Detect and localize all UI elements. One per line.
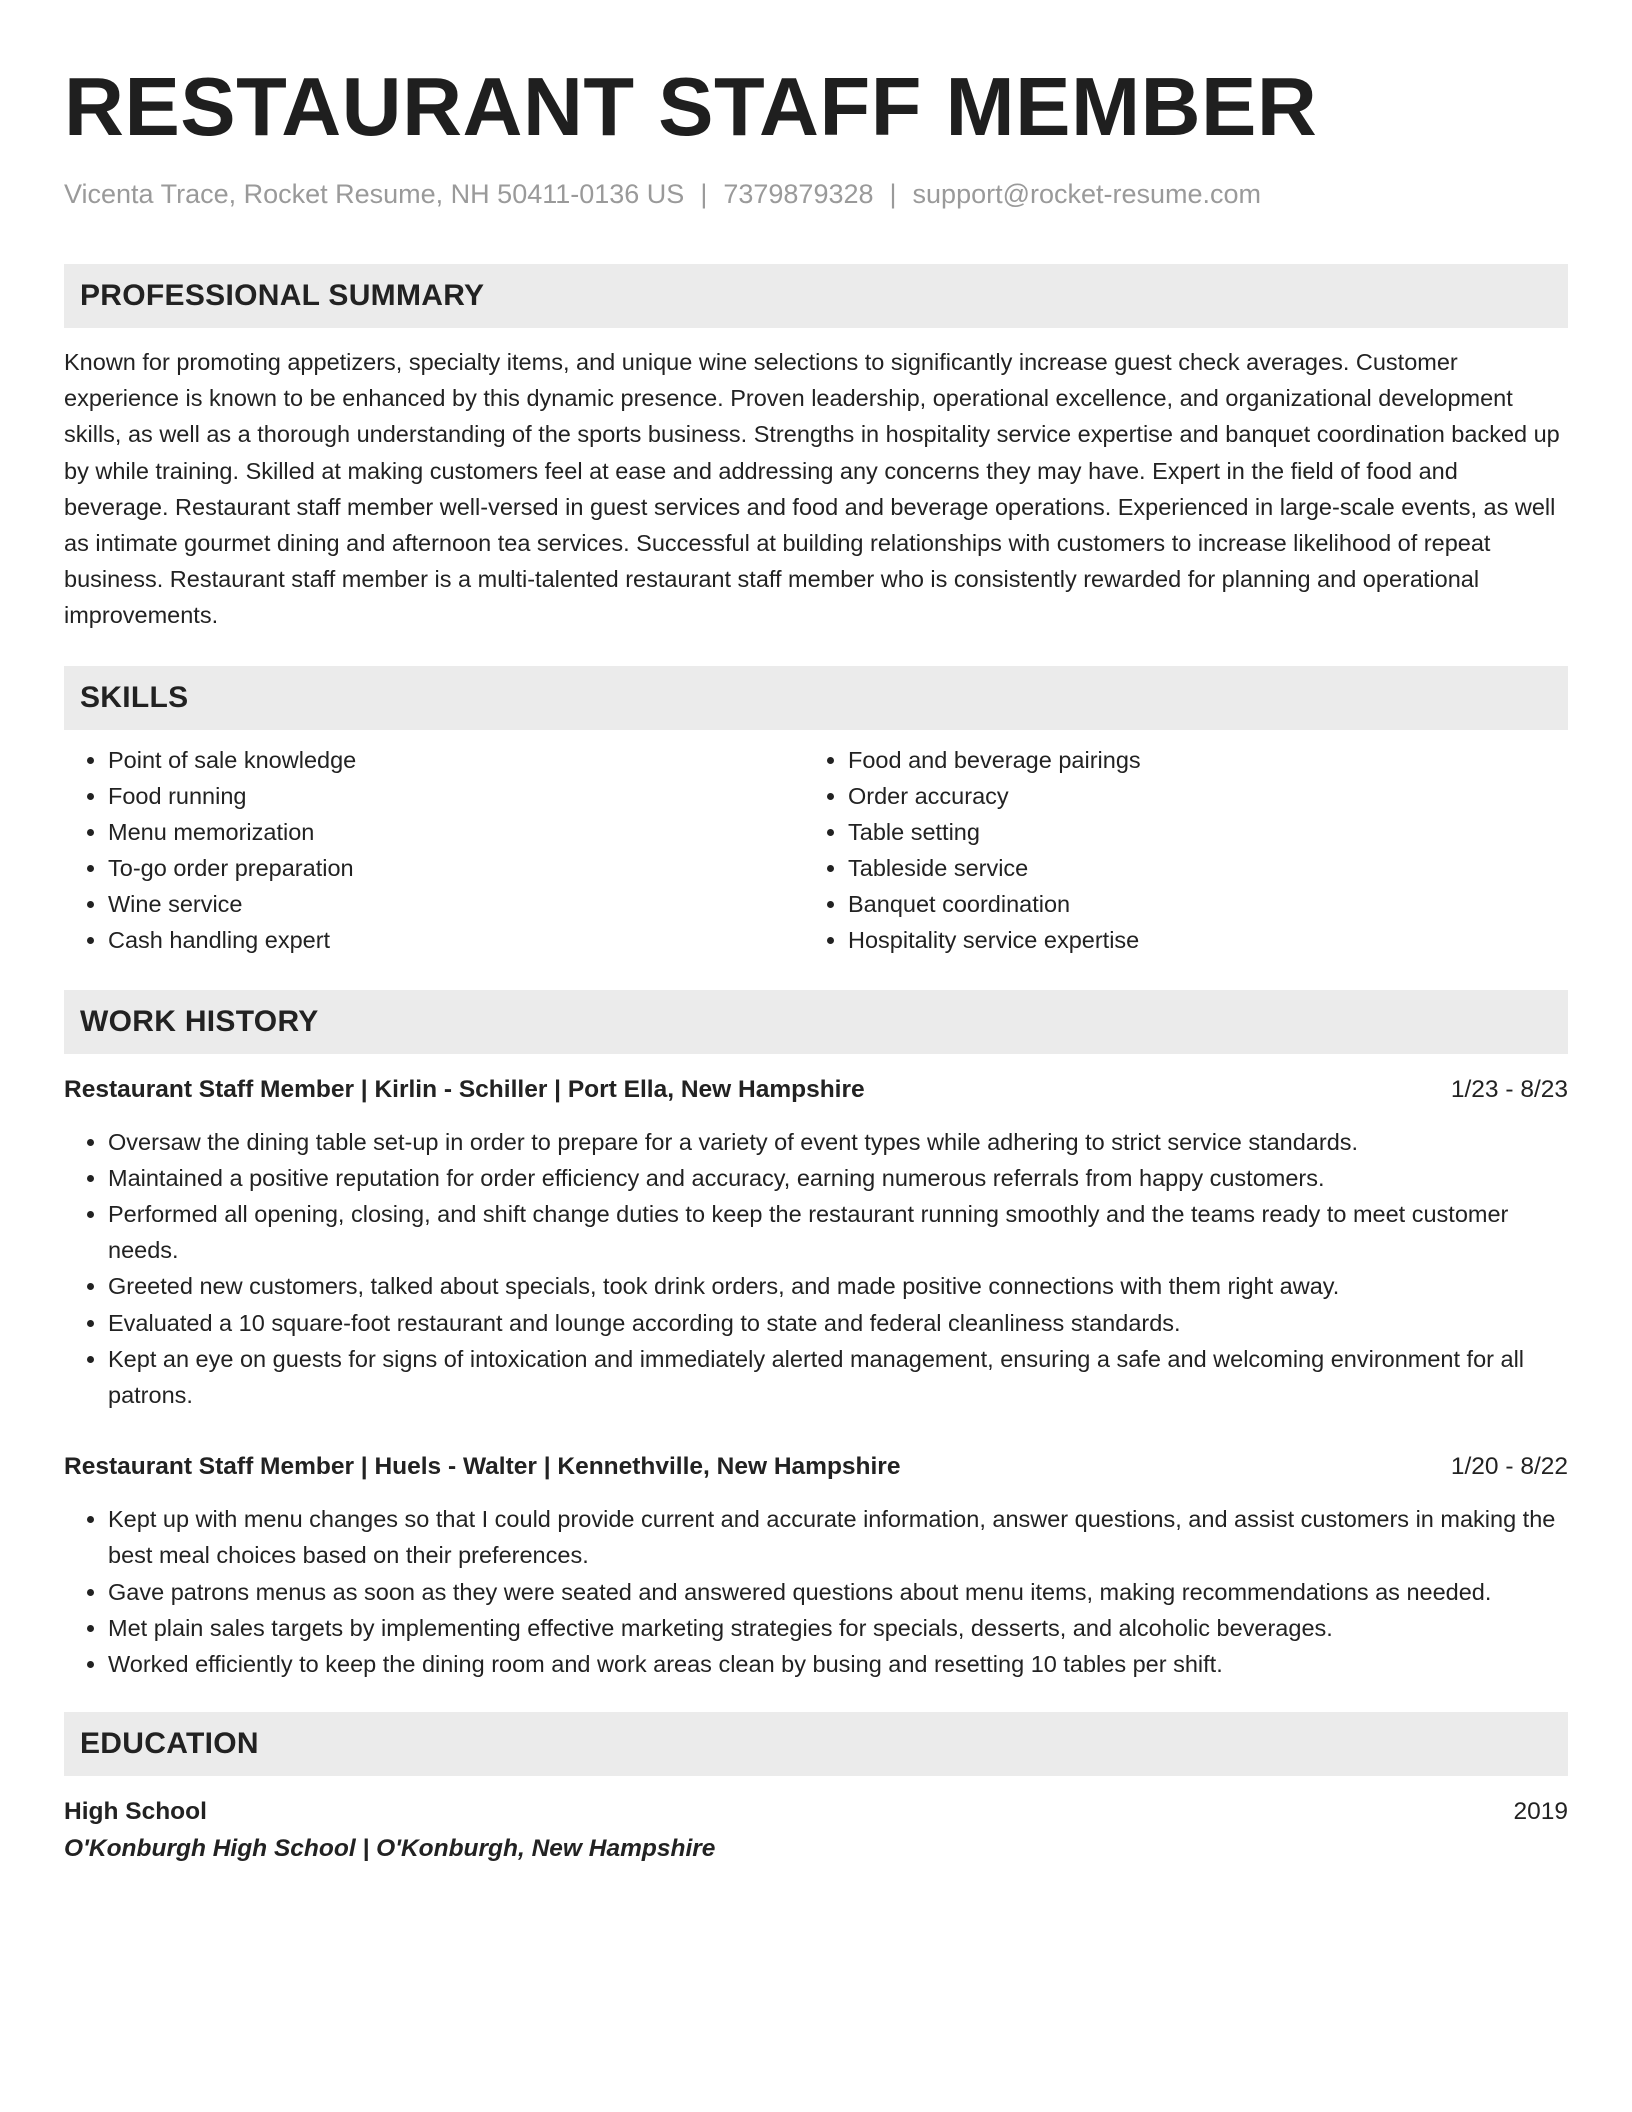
job-bullet: • Maintained a positive reputation for order efficiency and accuracy, earning numerous referrals from happy customers. <box>108 1160 1568 1196</box>
job-header <box>64 1449 1568 1485</box>
job-bullet: • Kept up with menu changes so that I could provide current and accurate information, answer questions, and assist customers in making the best meal choices based on their preferences. <box>108 1501 1568 1573</box>
education-degree: High School <box>64 1798 207 1826</box>
job-bullet: • Kept an eye on guests for signs of intoxication and immediately alerted management, ensuring a safe and welcoming environment for all patrons. <box>108 1341 1568 1413</box>
job-bullets <box>64 1501 1568 1682</box>
skill-item: • Tableside service <box>848 850 1544 886</box>
job-header <box>64 1072 1568 1108</box>
job-bullet: • Met plain sales targets by implementing effective marketing strategies for specials, desserts, and alcoholic beverages. <box>108 1610 1568 1646</box>
resume-title: RESTAURANT STAFF MEMBER <box>64 60 1318 153</box>
job-dates: 1/20 - 8/22 <box>1450 1453 1568 1481</box>
education-school: O'Konburgh High School | O'Konburgh, New Hampshire <box>64 1835 716 1863</box>
skills-column-right <box>804 742 1544 958</box>
contact-separator: | <box>700 179 708 209</box>
skill-item: • Food running <box>108 778 804 814</box>
skill-item: • Wine service <box>108 886 804 922</box>
job-dates: 1/23 - 8/23 <box>1450 1075 1568 1103</box>
job-bullet: • Oversaw the dining table set-up in order to prepare for a variety of event types while adhering to strict service standards. <box>108 1124 1568 1160</box>
skill-item: • Hospitality service expertise <box>848 922 1544 958</box>
skill-item: • Banquet coordination <box>848 886 1544 922</box>
skill-item: • Point of sale knowledge <box>108 742 804 778</box>
job-bullet: • Gave patrons menus as soon as they were seated and answered questions about menu items, making recommendations as needed. <box>108 1574 1568 1610</box>
skill-item: • Menu memorization <box>108 814 804 850</box>
contact-address: Vicenta Trace, Rocket Resume, NH 50411-0136 US <box>64 179 685 209</box>
job-bullet: • Greeted new customers, talked about specials, took drink orders, and made positive connections with them right away. <box>108 1268 1568 1304</box>
job-entry <box>64 1449 1568 1682</box>
job-title: Restaurant Staff Member | Kirlin - Schiller | Port Ella, New Hampshire <box>64 1075 865 1103</box>
contact-line <box>64 176 1568 212</box>
education-heading: EDUCATION <box>64 1712 1568 1776</box>
skills-list <box>64 742 1568 958</box>
job-title: Restaurant Staff Member | Huels - Walter | Kennethville, New Hampshire <box>64 1453 901 1481</box>
job-bullets <box>64 1124 1568 1414</box>
work-history-heading: WORK HISTORY <box>64 990 1568 1054</box>
job-bullet: • Worked efficiently to keep the dining room and work areas clean by busing and resetting 10 tables per shift. <box>108 1646 1568 1682</box>
skills-heading: SKILLS <box>64 666 1568 730</box>
job-entry <box>64 1072 1568 1414</box>
summary-heading: PROFESSIONAL SUMMARY <box>64 264 1568 328</box>
job-bullet: • Performed all opening, closing, and shift change duties to keep the restaurant running smoothly and the teams ready to meet customer needs. <box>108 1196 1568 1268</box>
contact-phone: 7379879328 <box>723 179 874 209</box>
skill-item: • Cash handling expert <box>108 922 804 958</box>
summary-text: Known for promoting appetizers, specialty items, and unique wine selections to significantly increase guest check averages. Customer experience is known to be enhanced by this dynamic presence. Proven leadership, operational excellence, and organizational development skills, as well as a thorough understanding of the sports business. Strengths in hospitality service expertise and banquet coordination backed up by while training. Skilled at making customers feel at ease and addressing any concerns they may have. Expert in the field of food and beverage. Restaurant staff member well-versed in guest services and food and beverage operations. Experienced in large-scale events, as well as intimate gourmet dining and afternoon tea services. Successful at building relationships with customers to increase likelihood of repeat business. Restaurant staff member is a multi-talented restaurant staff member who is consistently rewarded for planning and operational improvements. <box>64 349 1560 629</box>
skill-item: • Food and beverage pairings <box>848 742 1544 778</box>
skill-item: • To-go order preparation <box>108 850 804 886</box>
contact-separator: | <box>889 179 897 209</box>
skills-column-left <box>64 742 804 958</box>
skill-item: • Order accuracy <box>848 778 1544 814</box>
education-entry <box>64 1794 1568 1868</box>
skill-item: • Table setting <box>848 814 1544 850</box>
job-bullet: • Evaluated a 10 square-foot restaurant and lounge according to state and federal cleanliness standards. <box>108 1305 1568 1341</box>
education-year: 2019 <box>1513 1798 1568 1826</box>
contact-email: support@rocket-resume.com <box>912 179 1262 209</box>
education-header <box>64 1794 1568 1830</box>
